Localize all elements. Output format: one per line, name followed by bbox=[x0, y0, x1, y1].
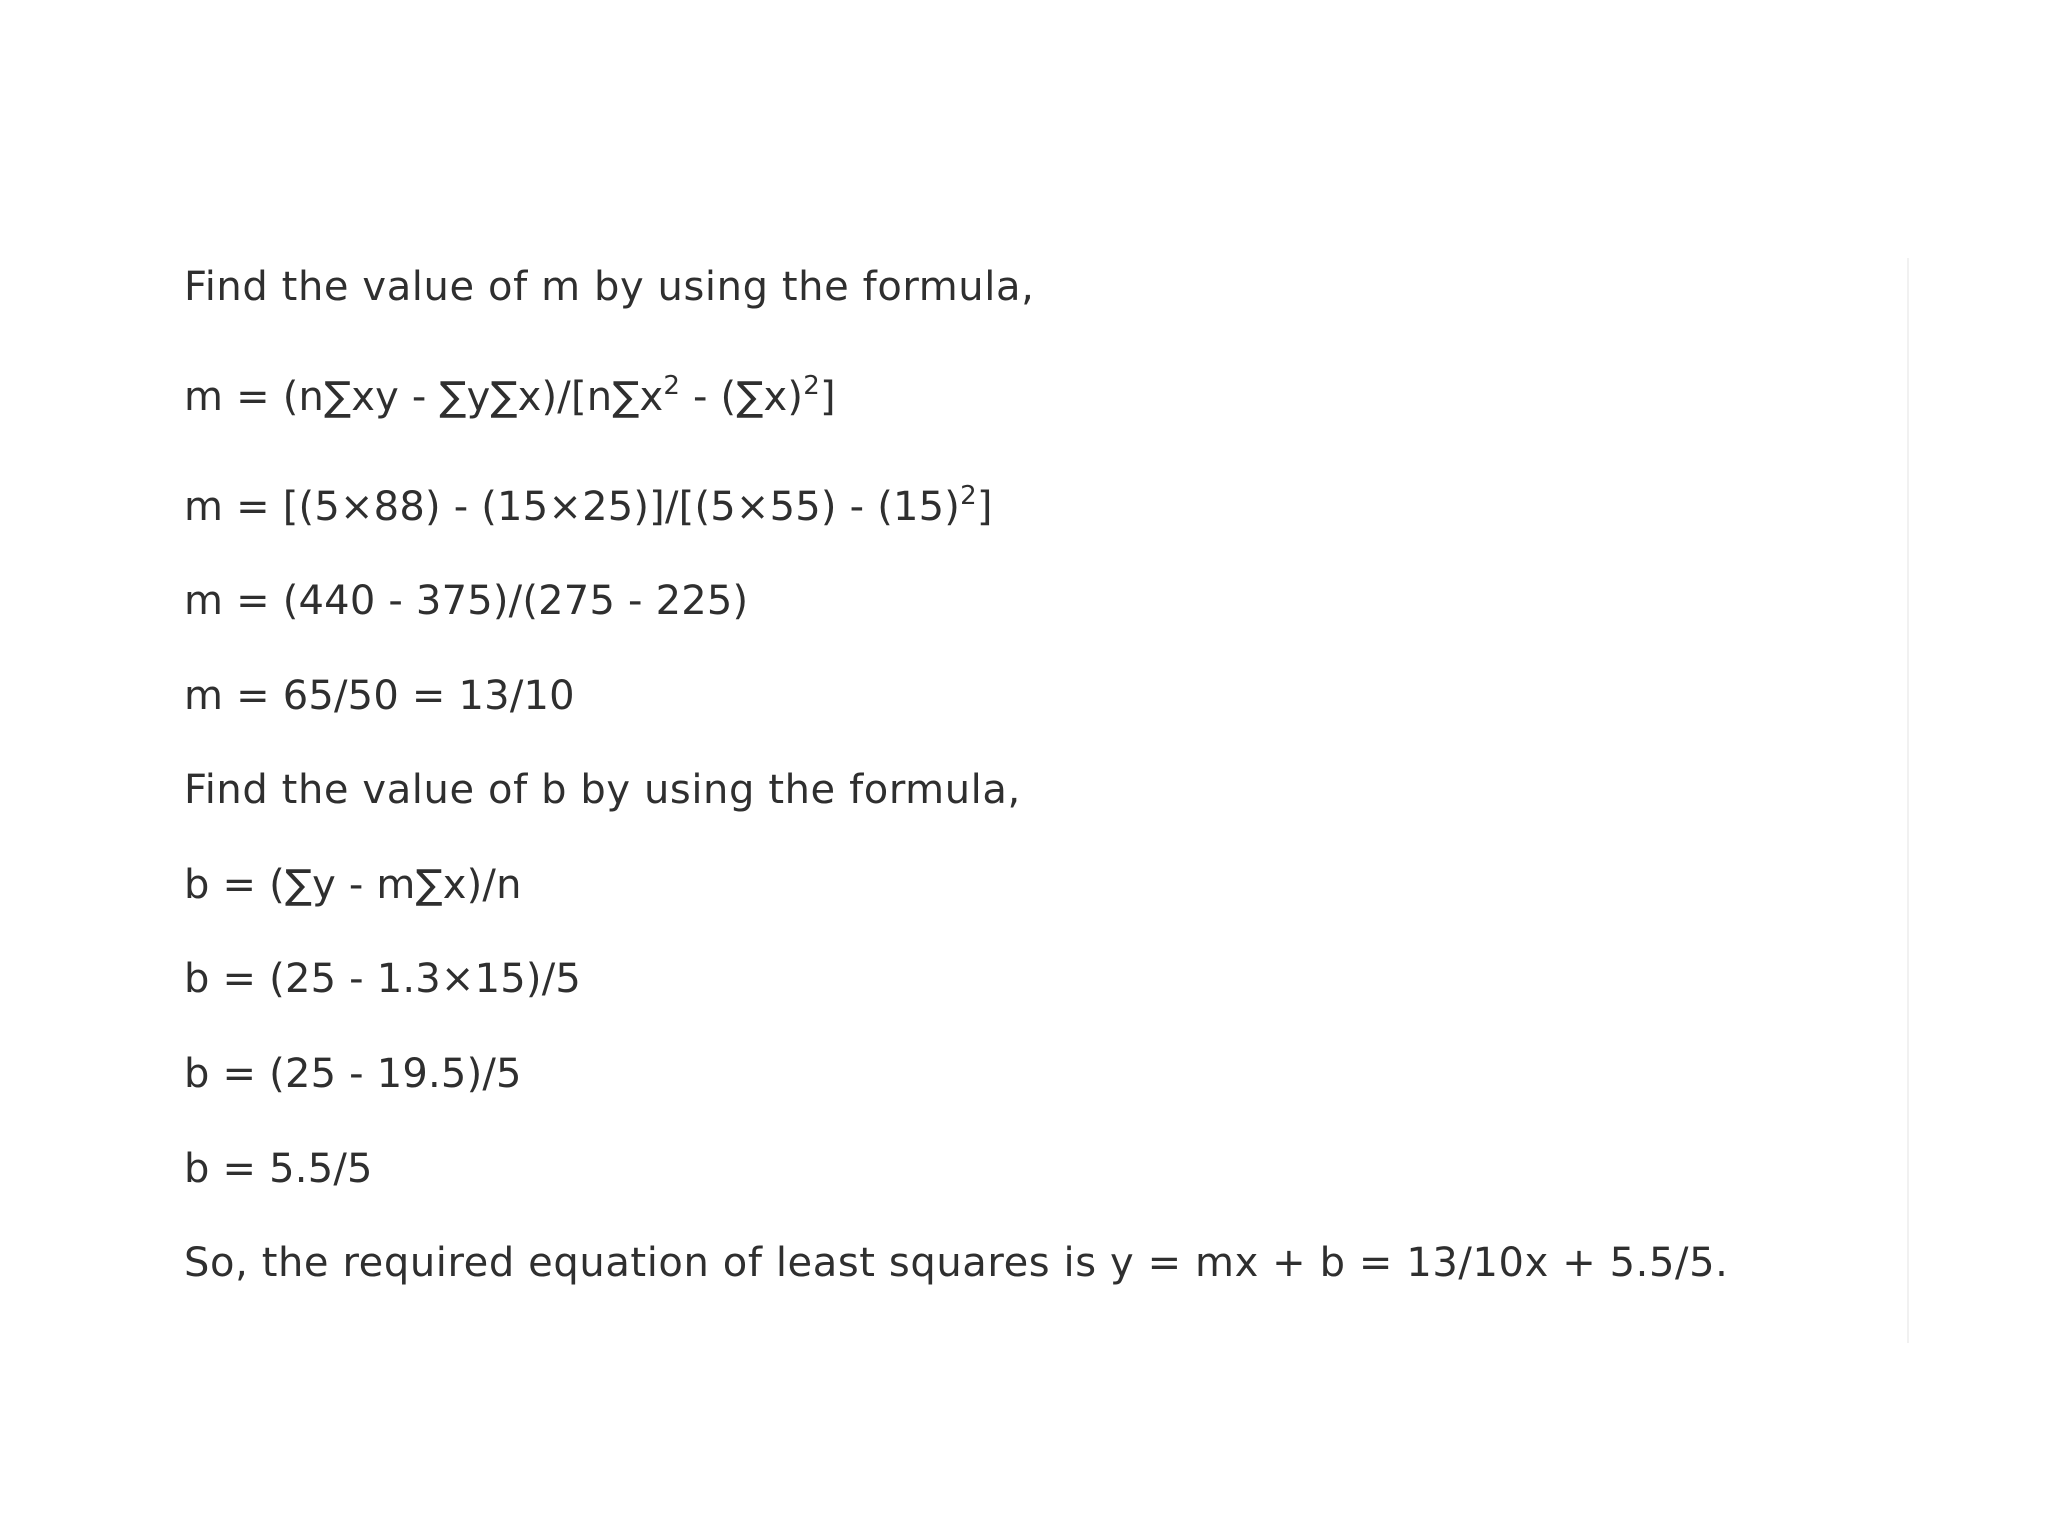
m-substitution-part-a: m = [(5×88) - (15×25)]/[(5×55) - (15) bbox=[184, 484, 961, 530]
b-simplify: b = (25 - 19.5)/5 bbox=[184, 1051, 522, 1097]
conclusion-text: So, the required equation of least squares is y = mx + b = 13/10x + 5.5/5. bbox=[184, 1240, 1729, 1286]
m-formula bbox=[184, 370, 836, 421]
b-substitution: b = (25 - 1.3×15)/5 bbox=[184, 956, 582, 1002]
m-result: m = 65/50 = 13/10 bbox=[184, 673, 575, 719]
m-formula-exponent-2: 2 bbox=[803, 370, 820, 401]
divider bbox=[1907, 258, 1909, 1343]
m-simplify: m = (440 - 375)/(275 - 225) bbox=[184, 578, 749, 624]
m-formula-part-c: ] bbox=[819, 374, 836, 420]
b-formula: b = (∑y - m∑x)/n bbox=[184, 862, 522, 908]
m-formula-part-a: m = (n∑xy - ∑y∑x)/[n∑x bbox=[184, 374, 664, 420]
m-substitution bbox=[184, 480, 993, 531]
m-formula-part-b: - (∑x) bbox=[680, 374, 804, 420]
m-formula-exponent-1: 2 bbox=[663, 370, 681, 401]
intro-m-text: Find the value of m by using the formula, bbox=[184, 264, 1035, 310]
m-substitution-part-b: ] bbox=[976, 484, 993, 530]
intro-b-text: Find the value of b by using the formula, bbox=[184, 767, 1021, 813]
m-substitution-exponent: 2 bbox=[960, 480, 977, 511]
b-result: b = 5.5/5 bbox=[184, 1146, 373, 1192]
